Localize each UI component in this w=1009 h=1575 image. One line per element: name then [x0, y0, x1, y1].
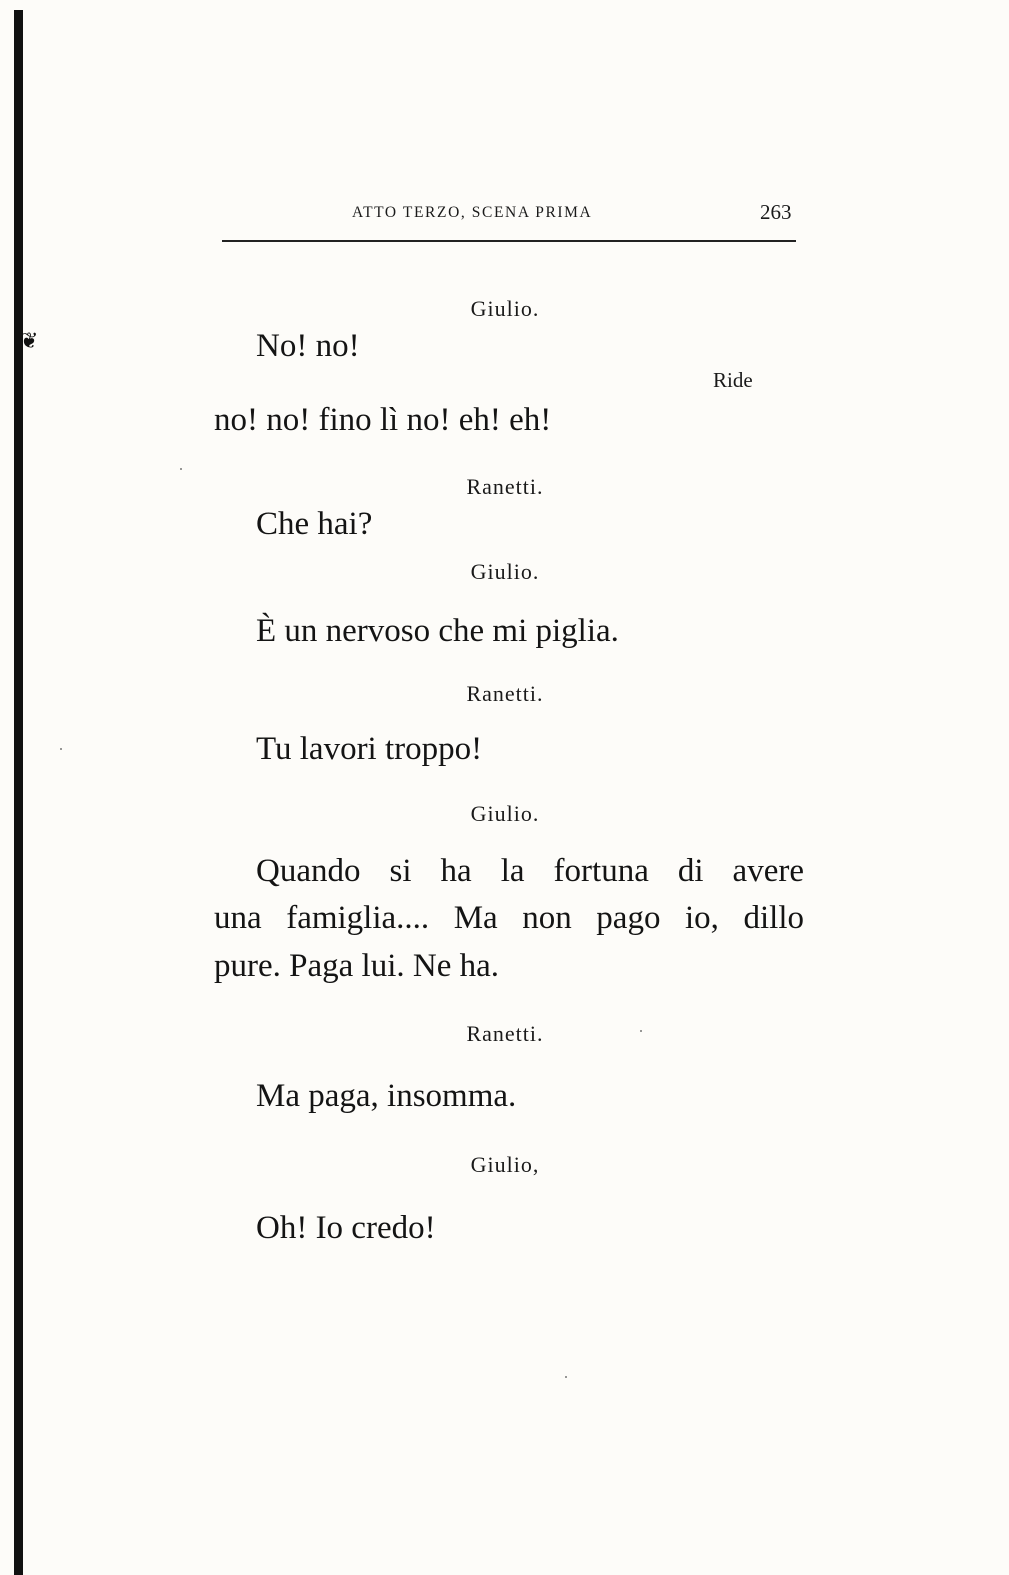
- dialogue-line: Che hai?: [256, 506, 373, 542]
- paper-speck: [565, 1376, 567, 1378]
- margin-mark: ❦: [20, 328, 39, 353]
- header-rule: [222, 240, 796, 242]
- speaker-name: Giulio.: [470, 296, 540, 321]
- page-header: [352, 200, 812, 226]
- speaker-name: Giulio.: [470, 801, 540, 826]
- dialogue-line: È un nervoso che mi piglia.: [256, 613, 619, 649]
- dialogue-line: Oh! Io credo!: [256, 1210, 436, 1246]
- paper-speck: [180, 468, 182, 470]
- speaker-name: Ranetti.: [466, 474, 544, 499]
- speaker-name: Ranetti.: [466, 1021, 544, 1046]
- dialogue-line: Tu lavori troppo!: [256, 731, 483, 767]
- dialogue-line: No! no!: [256, 328, 360, 364]
- speaker-name: Ranetti.: [466, 681, 544, 706]
- speaker-name: Giulio,: [470, 1152, 540, 1177]
- dialogue-line: Ma paga, insomma.: [256, 1078, 517, 1114]
- stage-direction: Ride: [713, 368, 753, 392]
- book-spine-shadow: [14, 10, 23, 1575]
- dialogue-line: no! no! fino lì no! eh! eh!: [214, 402, 552, 438]
- page-number: 263: [760, 200, 792, 224]
- running-head: ATTO TERZO, SCENA PRIMA: [352, 204, 593, 221]
- dialogue-line: una famiglia.... Ma non pago io, dillo: [214, 900, 804, 936]
- paper-speck: [60, 748, 62, 750]
- dialogue-line: Quando si ha la fortuna di avere: [256, 853, 804, 889]
- speaker-name: Giulio.: [470, 559, 540, 584]
- dialogue-line: pure. Paga lui. Ne ha.: [214, 948, 499, 984]
